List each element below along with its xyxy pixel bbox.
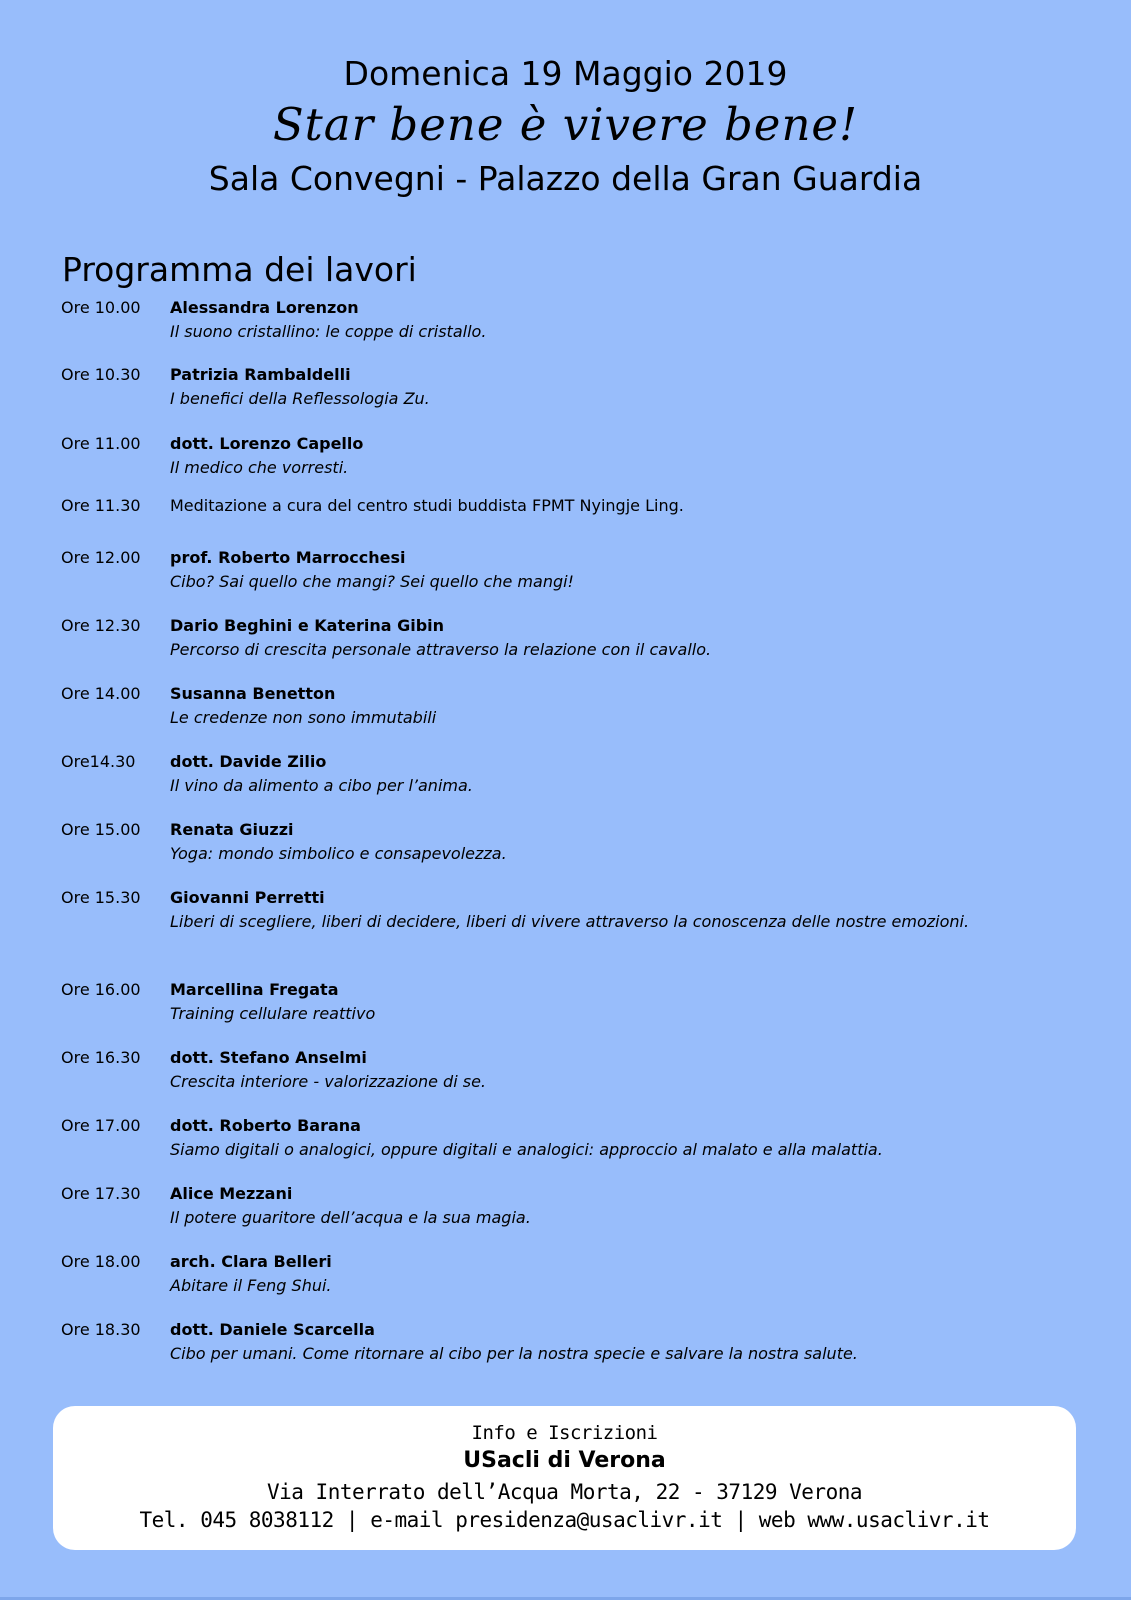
schedule-time: Ore 10.30	[61, 365, 141, 384]
schedule-time: Ore 12.30	[61, 616, 141, 635]
event-motto: Star bene è vivere bene!	[272, 98, 859, 151]
schedule-topic: Liberi di scegliere, liberi di decidere, liberi di vivere attraverso la conoscenza delle nostre emozioni.	[170, 912, 970, 931]
schedule-content	[170, 682, 1050, 729]
schedule-time: Ore 18.00	[61, 1252, 141, 1271]
schedule-content	[170, 978, 1050, 1025]
schedule-text: Meditazione a cura del centro studi buddista FPMT Nyingje Ling.	[170, 496, 684, 515]
schedule-speaker: Susanna Benetton	[170, 684, 336, 703]
schedule-time: Ore 10.00	[61, 298, 141, 317]
schedule-topic: Siamo digitali o analogici, oppure digitali e analogici: approccio al malato e alla malattia.	[170, 1140, 883, 1159]
schedule-content	[170, 1114, 1050, 1161]
schedule-speaker: prof. Roberto Marrocchesi	[170, 548, 406, 567]
schedule-speaker: dott. Davide Zilio	[170, 752, 327, 771]
schedule-time: Ore14.30	[61, 752, 136, 771]
schedule-topic: Yoga: mondo simbolico e consapevolezza.	[170, 844, 507, 863]
schedule-topic: Crescita interiore - valorizzazione di se.	[170, 1072, 487, 1091]
schedule-speaker: Alessandra Lorenzon	[170, 298, 359, 317]
schedule-content	[170, 1318, 1050, 1365]
schedule-time: Ore 16.30	[61, 1048, 141, 1067]
info-box	[53, 1406, 1076, 1550]
schedule-content	[170, 296, 1050, 343]
schedule-content	[170, 1046, 1050, 1093]
program-title: Programma dei lavori	[62, 250, 417, 289]
schedule-time: Ore 17.00	[61, 1116, 141, 1135]
schedule-topic: Training cellulare reattivo	[170, 1004, 376, 1023]
schedule-speaker: Patrizia Rambaldelli	[170, 365, 351, 384]
schedule-content	[170, 614, 1050, 661]
schedule-content	[170, 546, 1050, 593]
schedule-time: Ore 11.00	[61, 434, 141, 453]
schedule-time: Ore 18.30	[61, 1320, 141, 1339]
event-venue: Sala Convegni - Palazzo della Gran Guardia	[208, 159, 923, 198]
schedule-speaker: dott. Daniele Scarcella	[170, 1320, 375, 1339]
schedule-topic: Le credenze non sono immutabili	[170, 708, 437, 727]
schedule-speaker: dott. Lorenzo Capello	[170, 434, 364, 453]
schedule-content	[170, 1182, 1050, 1229]
event-date: Domenica 19 Maggio 2019	[343, 54, 788, 93]
schedule-topic: Cibo per umani. Come ritornare al cibo per la nostra specie e salvare la nostra salute.	[170, 1344, 858, 1363]
schedule-time: Ore 15.30	[61, 888, 141, 907]
schedule-content	[170, 886, 1050, 933]
schedule-time: Ore 17.30	[61, 1184, 141, 1203]
schedule-time: Ore 14.00	[61, 684, 141, 703]
info-address: Via Interrato dell’Acqua Morta, 22 - 37129 Verona	[266, 1480, 862, 1504]
schedule-content	[170, 432, 1050, 479]
schedule-topic: Percorso di crescita personale attraverso la relazione con il cavallo.	[170, 640, 712, 659]
schedule-topic: Il vino da alimento a cibo per l’anima.	[170, 776, 473, 795]
schedule-topic: Abitare il Feng Shui.	[170, 1276, 332, 1295]
schedule-topic: Il suono cristallino: le coppe di cristallo.	[170, 322, 487, 341]
schedule-speaker: dott. Stefano Anselmi	[170, 1048, 367, 1067]
schedule-topic: I benefici della Reflessologia Zu.	[170, 389, 430, 408]
schedule-content	[170, 494, 1050, 518]
schedule-speaker: Marcellina Fregata	[170, 980, 339, 999]
schedule-speaker: Giovanni Perretti	[170, 888, 325, 907]
schedule-topic: Il potere guaritore dell’acqua e la sua magia.	[170, 1208, 531, 1227]
schedule-content	[170, 363, 1050, 410]
schedule-speaker: arch. Clara Belleri	[170, 1252, 332, 1271]
schedule-content	[170, 750, 1050, 797]
schedule-speaker: Dario Beghini e Katerina Gibin	[170, 616, 445, 635]
schedule-topic: Il medico che vorresti.	[170, 458, 349, 477]
info-organization: USacli di Verona	[463, 1448, 666, 1473]
schedule-speaker: Renata Giuzzi	[170, 820, 294, 839]
schedule-speaker: dott. Roberto Barana	[170, 1116, 361, 1135]
schedule-content	[170, 818, 1050, 865]
schedule-time: Ore 11.30	[61, 496, 141, 515]
schedule-time: Ore 16.00	[61, 980, 141, 999]
schedule-content	[170, 1250, 1050, 1297]
info-heading: Info e Iscrizioni	[471, 1422, 658, 1444]
schedule-speaker: Alice Mezzani	[170, 1184, 293, 1203]
schedule-topic: Cibo? Sai quello che mangi? Sei quello che mangi!	[170, 572, 574, 591]
header	[0, 52, 1131, 204]
schedule-time: Ore 12.00	[61, 548, 141, 567]
schedule-time: Ore 15.00	[61, 820, 141, 839]
info-contacts: Tel. 045 8038112 | e-mail presidenza@usaclivr.it | web www.usaclivr.it	[139, 1508, 990, 1532]
